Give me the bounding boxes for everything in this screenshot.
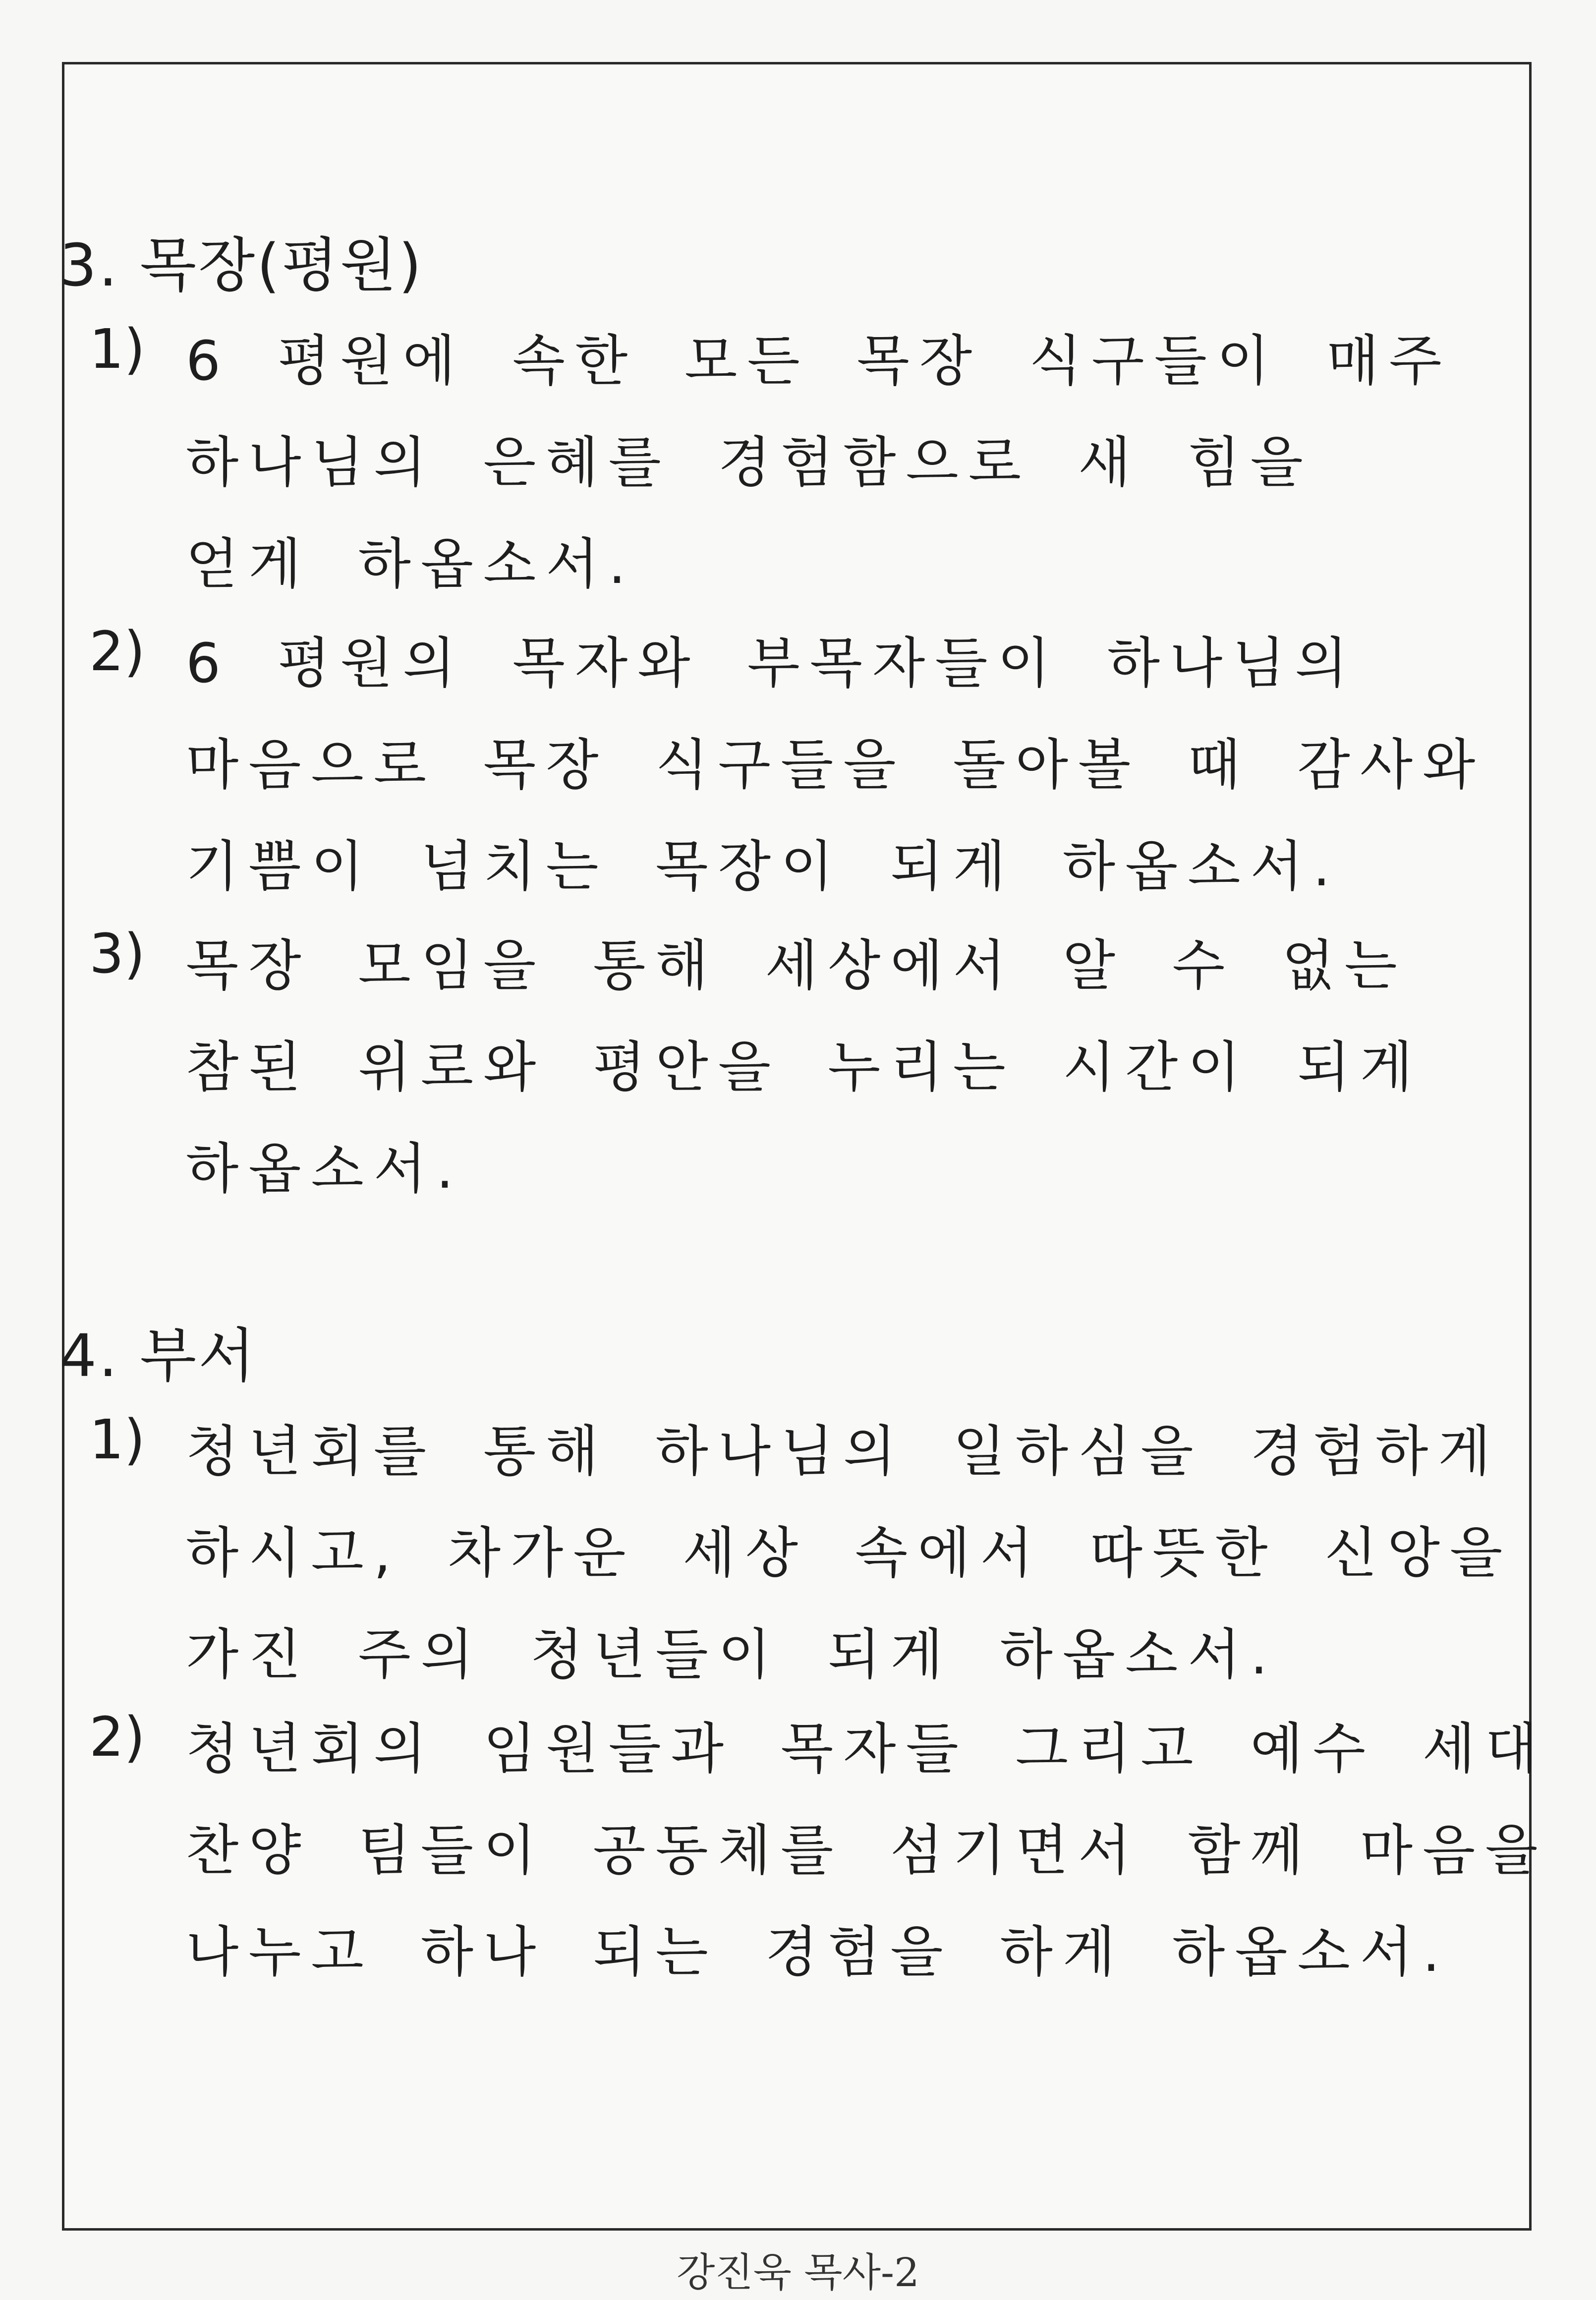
- item-number: 1): [89, 1408, 145, 1471]
- section-heading-4: 4. 부서: [59, 1322, 257, 1390]
- item-text-line: 청년회를 통해 하나님의 일하심을 경험하게: [186, 1420, 1501, 1483]
- item-text-line: 참된 위로와 평안을 누리는 시간이 되게: [186, 1035, 1423, 1099]
- item-text-line: 가진 주의 청년들이 되게 하옵소서.: [186, 1623, 1278, 1686]
- item-text-line: 6 평원의 목자와 부목자들이 하나님의: [186, 632, 1358, 695]
- item-text-line: 찬양 팀들이 공동체를 섬기면서 함께 마음을: [186, 1819, 1548, 1882]
- item-number: 3): [89, 922, 145, 985]
- item-text-line: 6 평원에 속한 모든 목장 식구들이 매주: [186, 329, 1452, 393]
- item-text-line: 하시고, 차가운 세상 속에서 따뜻한 신앙을: [186, 1521, 1513, 1585]
- item-text-line: 목장 모임을 통해 세상에서 알 수 없는: [186, 934, 1407, 997]
- item-number: 2): [89, 1705, 145, 1769]
- section-heading-3: 3. 목장(평원): [59, 231, 424, 299]
- item-number: 1): [89, 317, 145, 381]
- item-text-line: 나누고 하나 되는 경험을 하게 하옵소서.: [186, 1920, 1450, 1984]
- item-text-line: 하옵소서.: [186, 1137, 464, 1201]
- item-number: 2): [89, 620, 145, 683]
- item-text-line: 얻게 하옵소서.: [186, 532, 636, 596]
- page-footer: 강진욱 목사-2: [677, 2249, 919, 2296]
- item-text-line: 청년회의 임원들과 목자들 그리고 예수 세대: [186, 1717, 1548, 1781]
- item-text-line: 하나님의 은혜를 경험함으로 새 힘을: [186, 431, 1313, 494]
- item-text-line: 기쁨이 넘치는 목장이 되게 하옵소서.: [186, 835, 1340, 898]
- item-text-line: 마음으로 목장 식구들을 돌아볼 때 감사와: [186, 733, 1485, 797]
